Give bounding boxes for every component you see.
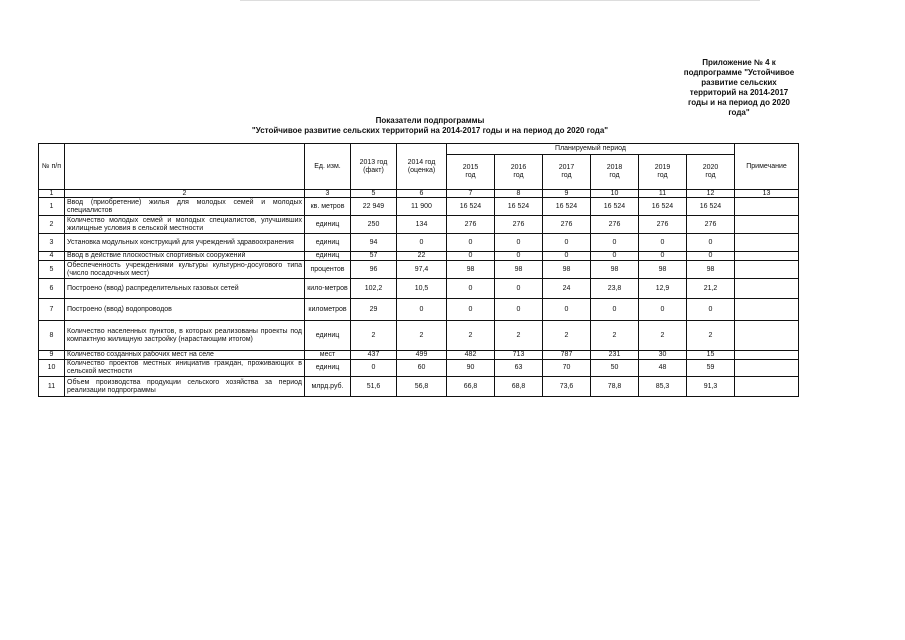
table-row	[39, 377, 799, 397]
value-cell: 499	[397, 351, 447, 360]
header-note: Примечание	[735, 144, 799, 190]
value-cell: 56,8	[397, 377, 447, 397]
note-cell	[735, 299, 799, 321]
value-cell: 276	[543, 216, 591, 234]
note-cell	[735, 351, 799, 360]
column-index: 13	[735, 190, 799, 198]
indicator-name: Количество созданных рабочих мест на селе	[65, 351, 305, 360]
value-cell: 0	[447, 252, 495, 261]
header-year: 2020 год	[687, 155, 735, 190]
value-cell: 2	[687, 321, 735, 351]
unit-cell: единиц	[305, 216, 351, 234]
value-cell: 0	[543, 234, 591, 252]
unit-cell: единиц	[305, 360, 351, 377]
value-cell: 16 524	[591, 198, 639, 216]
value-cell: 98	[639, 261, 687, 279]
value-cell: 23,8	[591, 279, 639, 299]
row-number: 11	[39, 377, 65, 397]
note-cell	[735, 234, 799, 252]
value-cell: 0	[639, 252, 687, 261]
value-cell: 250	[351, 216, 397, 234]
column-index: 12	[687, 190, 735, 198]
note-cell	[735, 360, 799, 377]
column-index: 8	[495, 190, 543, 198]
value-cell: 0	[591, 234, 639, 252]
document-heading	[200, 116, 660, 136]
value-cell: 48	[639, 360, 687, 377]
value-cell: 2	[543, 321, 591, 351]
value-cell: 10,5	[397, 279, 447, 299]
heading-subtitle: "Устойчивое развитие сельских территорий на 2014-2017 годы и на период до 2020 года"	[251, 126, 609, 135]
table-row	[39, 360, 799, 377]
value-cell: 0	[639, 234, 687, 252]
value-cell: 30	[639, 351, 687, 360]
value-cell: 11 900	[397, 198, 447, 216]
appendix-line: территорий на 2014-2017	[689, 88, 789, 97]
indicator-name: Количество молодых семей и молодых специалистов, улучшивших жилищные условия в сельской местности	[65, 216, 305, 234]
value-cell: 24	[543, 279, 591, 299]
header-2014: 2014 год (оценка)	[397, 144, 447, 190]
value-cell: 16 524	[495, 198, 543, 216]
heading-title: Показатели подпрограммы	[375, 116, 485, 125]
header-year: 2017 год	[543, 155, 591, 190]
value-cell: 0	[495, 234, 543, 252]
header-name	[65, 144, 305, 190]
note-cell	[735, 261, 799, 279]
indicator-name: Построено (ввод) распределительных газовых сетей	[65, 279, 305, 299]
value-cell: 16 524	[543, 198, 591, 216]
value-cell: 482	[447, 351, 495, 360]
unit-cell: кило-метров	[305, 279, 351, 299]
note-cell	[735, 321, 799, 351]
value-cell: 91,3	[687, 377, 735, 397]
header-year: 2019 год	[639, 155, 687, 190]
appendix-line: подпрограмме "Устойчивое	[683, 68, 795, 77]
value-cell: 276	[687, 216, 735, 234]
value-cell: 73,6	[543, 377, 591, 397]
row-number: 3	[39, 234, 65, 252]
value-cell: 0	[495, 299, 543, 321]
value-cell: 0	[351, 360, 397, 377]
value-cell: 78,8	[591, 377, 639, 397]
value-cell: 2	[447, 321, 495, 351]
unit-cell: единиц	[305, 321, 351, 351]
value-cell: 0	[687, 252, 735, 261]
value-cell: 0	[687, 299, 735, 321]
unit-cell: процентов	[305, 261, 351, 279]
value-cell: 51,6	[351, 377, 397, 397]
column-index: 10	[591, 190, 639, 198]
value-cell: 98	[447, 261, 495, 279]
column-index: 5	[351, 190, 397, 198]
value-cell: 0	[543, 299, 591, 321]
column-index-row	[39, 190, 799, 198]
unit-cell: кв. метров	[305, 198, 351, 216]
note-cell	[735, 279, 799, 299]
header-num: № п/п	[39, 144, 65, 190]
row-number: 1	[39, 198, 65, 216]
value-cell: 0	[687, 234, 735, 252]
table-row	[39, 234, 799, 252]
row-number: 4	[39, 252, 65, 261]
appendix-line: развитие сельских	[701, 78, 777, 87]
value-cell: 98	[543, 261, 591, 279]
value-cell: 12,9	[639, 279, 687, 299]
value-cell: 85,3	[639, 377, 687, 397]
column-index: 1	[39, 190, 65, 198]
value-cell: 2	[639, 321, 687, 351]
value-cell: 60	[397, 360, 447, 377]
indicator-name: Построено (ввод) водопроводов	[65, 299, 305, 321]
indicator-name: Установка модульных конструкций для учреждений здравоохранения	[65, 234, 305, 252]
note-cell	[735, 216, 799, 234]
value-cell: 90	[447, 360, 495, 377]
value-cell: 0	[447, 299, 495, 321]
header-year: 2015 год	[447, 155, 495, 190]
table-row	[39, 321, 799, 351]
value-cell: 22 949	[351, 198, 397, 216]
unit-cell: километров	[305, 299, 351, 321]
row-number: 2	[39, 216, 65, 234]
value-cell: 98	[495, 261, 543, 279]
indicator-name: Ввод в действие плоскостных спортивных сооружений	[65, 252, 305, 261]
value-cell: 102,2	[351, 279, 397, 299]
indicator-name: Количество проектов местных инициатив граждан, проживающих в сельской местности	[65, 360, 305, 377]
value-cell: 21,2	[687, 279, 735, 299]
value-cell: 15	[687, 351, 735, 360]
value-cell: 2	[397, 321, 447, 351]
table-row	[39, 279, 799, 299]
value-cell: 98	[591, 261, 639, 279]
row-number: 10	[39, 360, 65, 377]
value-cell: 276	[591, 216, 639, 234]
value-cell: 59	[687, 360, 735, 377]
table-row	[39, 198, 799, 216]
value-cell: 16 524	[639, 198, 687, 216]
value-cell: 50	[591, 360, 639, 377]
unit-cell: единиц	[305, 252, 351, 261]
table-row	[39, 252, 799, 261]
value-cell: 276	[447, 216, 495, 234]
table-row	[39, 351, 799, 360]
value-cell: 713	[495, 351, 543, 360]
appendix-line: Приложение № 4 к	[702, 58, 776, 67]
value-cell: 70	[543, 360, 591, 377]
indicator-name: Объем производства продукции сельского хозяйства за период реализации подпрограммы	[65, 377, 305, 397]
value-cell: 0	[591, 252, 639, 261]
table-row	[39, 261, 799, 279]
unit-cell: мест	[305, 351, 351, 360]
appendix-line: годы и на период до 2020	[688, 98, 790, 107]
row-number: 9	[39, 351, 65, 360]
column-index: 3	[305, 190, 351, 198]
header-year: 2016 год	[495, 155, 543, 190]
column-index: 7	[447, 190, 495, 198]
header-2013: 2013 год (факт)	[351, 144, 397, 190]
value-cell: 2	[495, 321, 543, 351]
appendix-note	[672, 58, 806, 118]
value-cell: 0	[591, 299, 639, 321]
value-cell: 276	[639, 216, 687, 234]
value-cell: 231	[591, 351, 639, 360]
unit-cell: единиц	[305, 234, 351, 252]
value-cell: 0	[495, 279, 543, 299]
value-cell: 98	[687, 261, 735, 279]
value-cell: 94	[351, 234, 397, 252]
table-body	[39, 198, 799, 397]
scan-edge-line	[240, 0, 760, 1]
value-cell: 0	[447, 234, 495, 252]
column-index: 2	[65, 190, 305, 198]
value-cell: 66,8	[447, 377, 495, 397]
note-cell	[735, 252, 799, 261]
value-cell: 0	[447, 279, 495, 299]
header-row	[39, 144, 799, 155]
value-cell: 96	[351, 261, 397, 279]
header-unit: Ед. изм.	[305, 144, 351, 190]
value-cell: 0	[495, 252, 543, 261]
table-row	[39, 299, 799, 321]
indicator-name: Ввод (приобретение) жилья для молодых семей и молодых специалистов	[65, 198, 305, 216]
column-index: 9	[543, 190, 591, 198]
row-number: 7	[39, 299, 65, 321]
value-cell: 0	[397, 299, 447, 321]
indicator-name: Обеспеченность учреждениями культуры культурно-досугового типа (число посадочных мест)	[65, 261, 305, 279]
value-cell: 0	[397, 234, 447, 252]
value-cell: 276	[495, 216, 543, 234]
value-cell: 16 524	[687, 198, 735, 216]
value-cell: 0	[543, 252, 591, 261]
value-cell: 134	[397, 216, 447, 234]
indicators-table	[38, 143, 799, 397]
value-cell: 0	[639, 299, 687, 321]
header-year: 2018 год	[591, 155, 639, 190]
row-number: 5	[39, 261, 65, 279]
column-index: 6	[397, 190, 447, 198]
indicator-name: Количество населенных пунктов, в которых реализованы проекты под компактную жилищную застройку (нарастающим итогом)	[65, 321, 305, 351]
value-cell: 437	[351, 351, 397, 360]
row-number: 6	[39, 279, 65, 299]
value-cell: 2	[351, 321, 397, 351]
value-cell: 68,8	[495, 377, 543, 397]
value-cell: 63	[495, 360, 543, 377]
row-number: 8	[39, 321, 65, 351]
note-cell	[735, 377, 799, 397]
table-row	[39, 216, 799, 234]
value-cell: 22	[397, 252, 447, 261]
value-cell: 57	[351, 252, 397, 261]
value-cell: 787	[543, 351, 591, 360]
value-cell: 97,4	[397, 261, 447, 279]
appendix-line: года"	[728, 108, 750, 117]
value-cell: 16 524	[447, 198, 495, 216]
value-cell: 29	[351, 299, 397, 321]
value-cell: 2	[591, 321, 639, 351]
unit-cell: млрд.руб.	[305, 377, 351, 397]
column-index: 11	[639, 190, 687, 198]
note-cell	[735, 198, 799, 216]
header-planned-period: Планируемый период	[447, 144, 735, 155]
